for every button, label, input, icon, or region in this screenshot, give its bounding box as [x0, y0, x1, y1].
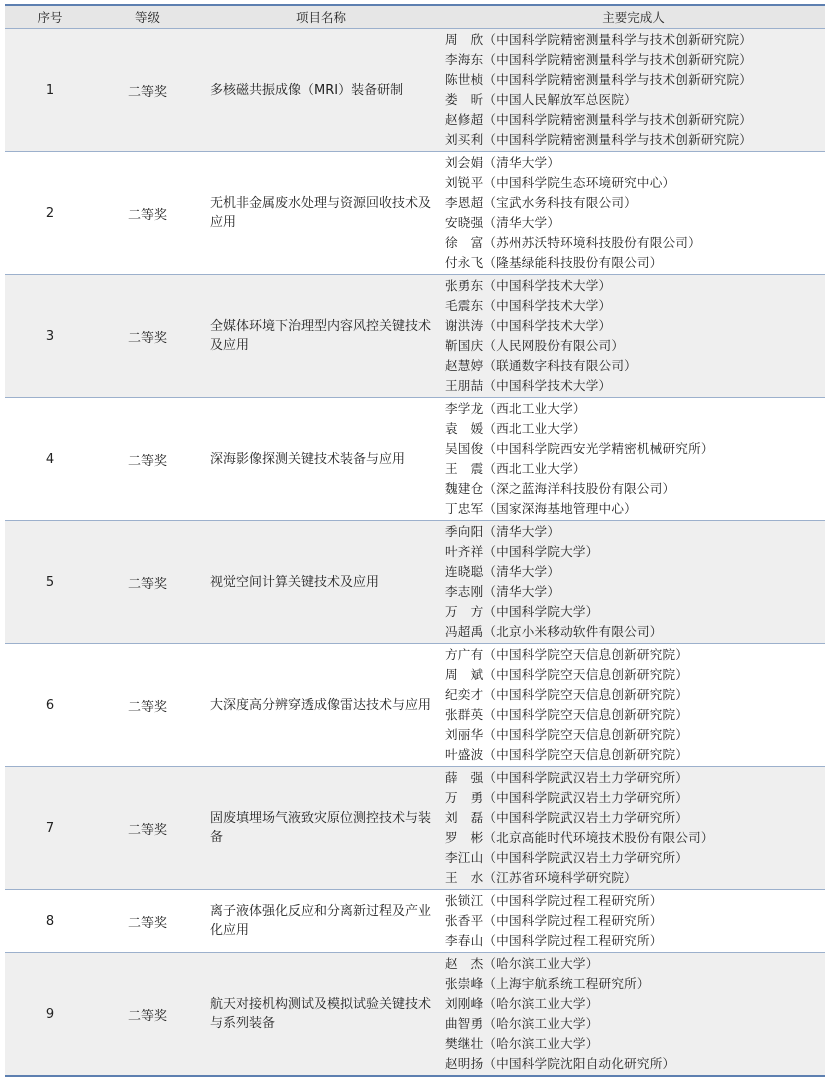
row-seq: 6: [45, 697, 55, 713]
person-entry: 李海东（中国科学院精密测量科学与技术创新研究院）: [445, 52, 753, 67]
row-project-name: 深海影像探测关键技术装备与应用: [210, 451, 406, 467]
person-entry: 陈世桢（中国科学院精密测量科学与技术创新研究院）: [445, 72, 753, 87]
row-project-name: 大深度高分辨穿透成像雷达技术与应用: [210, 697, 432, 713]
row-people: [442, 29, 825, 151]
person-entry: 付永飞（隆基绿能科技股份有限公司）: [445, 255, 663, 270]
person-entry: 李志刚（清华大学）: [445, 584, 561, 599]
row-level: 二等奖: [127, 1008, 167, 1024]
row-level: 二等奖: [127, 915, 167, 931]
person-entry: 周 欣（中国科学院精密测量科学与技术创新研究院）: [445, 32, 753, 47]
row-level: 二等奖: [127, 84, 167, 100]
person-entry: 丁忠军（国家深海基地管理中心）: [445, 501, 637, 516]
row-seq: 1: [45, 82, 55, 98]
row-project-name: 固废填埋场气液致灾原位测控技术与装备: [210, 811, 432, 845]
row-people: [442, 890, 825, 952]
person-entry: 袁 媛（西北工业大学）: [445, 421, 586, 436]
table-row: [5, 643, 825, 766]
row-seq: 9: [45, 1006, 55, 1022]
table-body: [5, 28, 825, 1075]
person-entry: 张群英（中国科学院空天信息创新研究院）: [445, 707, 689, 722]
table-row: [5, 520, 825, 643]
person-entry: 罗 彬（北京高能时代环境技术股份有限公司）: [445, 830, 714, 845]
header-people: 主要完成人: [602, 10, 665, 25]
row-seq: 5: [45, 574, 55, 590]
person-entry: 徐 富（苏州苏沃特环境科技股份有限公司）: [445, 235, 701, 250]
person-entry: 叶齐祥（中国科学院大学）: [445, 544, 599, 559]
table-row: [5, 889, 825, 952]
row-level: 二等奖: [127, 699, 167, 715]
person-entry: 靳国庆（人民网股份有限公司）: [445, 338, 625, 353]
person-entry: 纪奕才（中国科学院空天信息创新研究院）: [445, 687, 689, 702]
person-entry: 赵明扬（中国科学院沈阳自动化研究所）: [445, 1056, 676, 1071]
person-entry: 方广有（中国科学院空天信息创新研究院）: [445, 647, 689, 662]
table-row: [5, 397, 825, 520]
person-entry: 魏建仓（深之蓝海洋科技股份有限公司）: [445, 481, 676, 496]
row-seq: 7: [45, 820, 55, 836]
person-entry: 刘 磊（中国科学院武汉岩土力学研究所）: [445, 810, 689, 825]
row-seq: 2: [45, 205, 55, 221]
person-entry: 张勇东（中国科学技术大学）: [445, 278, 612, 293]
row-level: 二等奖: [127, 207, 167, 223]
table-row: [5, 766, 825, 889]
person-entry: 张香平（中国科学院过程工程研究所）: [445, 913, 663, 928]
header-seq: 序号: [37, 10, 63, 25]
person-entry: 娄 昕（中国人民解放军总医院）: [445, 92, 637, 107]
person-entry: 叶盛波（中国科学院空天信息创新研究院）: [445, 747, 689, 762]
person-entry: 刘锐平（中国科学院生态环境研究中心）: [445, 175, 676, 190]
row-project-name: 视觉空间计算关键技术及应用: [210, 574, 380, 590]
row-people: [442, 398, 825, 520]
row-seq: 8: [45, 913, 55, 929]
table-row: [5, 28, 825, 151]
row-seq: 3: [45, 328, 55, 344]
row-level: 二等奖: [127, 453, 167, 469]
person-entry: 赵慧婷（联通数字科技有限公司）: [445, 358, 637, 373]
person-entry: 赵修超（中国科学院精密测量科学与技术创新研究院）: [445, 112, 753, 127]
person-entry: 谢洪涛（中国科学技术大学）: [445, 318, 612, 333]
row-project-name: 无机非金属废水处理与资源回收技术及应用: [210, 196, 432, 230]
award-table: [5, 4, 825, 1077]
table-row: [5, 151, 825, 274]
person-entry: 李学龙（西北工业大学）: [445, 401, 586, 416]
person-entry: 李恩超（宝武水务科技有限公司）: [445, 195, 637, 210]
person-entry: 李江山（中国科学院武汉岩土力学研究所）: [445, 850, 689, 865]
person-entry: 刘会娟（清华大学）: [445, 155, 561, 170]
row-people: [442, 953, 825, 1075]
person-entry: 毛震东（中国科学技术大学）: [445, 298, 612, 313]
person-entry: 吴国俊（中国科学院西安光学精密机械研究所）: [445, 441, 714, 456]
person-entry: 万 方（中国科学院大学）: [445, 604, 599, 619]
person-entry: 薛 强（中国科学院武汉岩土力学研究所）: [445, 770, 689, 785]
header-level: 等级: [134, 10, 160, 25]
person-entry: 张崇峰（上海宇航系统工程研究所）: [445, 976, 650, 991]
row-level: 二等奖: [127, 576, 167, 592]
row-project-name: 全媒体环境下治理型内容风控关键技术及应用: [210, 319, 432, 353]
row-project-name: 离子液体强化反应和分离新过程及产业化应用: [210, 904, 432, 938]
row-people: [442, 644, 825, 766]
person-entry: 刘买利（中国科学院精密测量科学与技术创新研究院）: [445, 132, 753, 147]
row-people: [442, 767, 825, 889]
person-entry: 张锁江（中国科学院过程工程研究所）: [445, 893, 663, 908]
person-entry: 赵 杰（哈尔滨工业大学）: [445, 956, 599, 971]
person-entry: 周 斌（中国科学院空天信息创新研究院）: [445, 667, 689, 682]
header-project: 项目名称: [295, 10, 346, 25]
person-entry: 刘刚峰（哈尔滨工业大学）: [445, 996, 599, 1011]
row-people: [442, 521, 825, 643]
person-entry: 安晓强（清华大学）: [445, 215, 561, 230]
person-entry: 刘丽华（中国科学院空天信息创新研究院）: [445, 727, 689, 742]
person-entry: 季向阳（清华大学）: [445, 524, 561, 539]
person-entry: 万 勇（中国科学院武汉岩土力学研究所）: [445, 790, 689, 805]
person-entry: 冯超禹（北京小米移动软件有限公司）: [445, 624, 663, 639]
table-row: [5, 952, 825, 1075]
person-entry: 王朋喆（中国科学技术大学）: [445, 378, 612, 393]
row-project-name: 多核磁共振成像（MRI）装备研制: [210, 82, 404, 98]
row-level: 二等奖: [127, 822, 167, 838]
person-entry: 连晓聪（清华大学）: [445, 564, 561, 579]
person-entry: 樊继壮（哈尔滨工业大学）: [445, 1036, 599, 1051]
person-entry: 李春山（中国科学院过程工程研究所）: [445, 933, 663, 948]
table-header: [5, 6, 825, 28]
row-seq: 4: [45, 451, 55, 467]
person-entry: 王 水（江苏省环境科学研究院）: [445, 870, 637, 885]
person-entry: 王 震（西北工业大学）: [445, 461, 586, 476]
row-project-name: 航天对接机构测试及模拟试验关键技术与系列装备: [210, 997, 432, 1031]
table-row: [5, 274, 825, 397]
row-people: [442, 152, 825, 274]
row-level: 二等奖: [127, 330, 167, 346]
person-entry: 曲智勇（哈尔滨工业大学）: [445, 1016, 599, 1031]
row-people: [442, 275, 825, 397]
